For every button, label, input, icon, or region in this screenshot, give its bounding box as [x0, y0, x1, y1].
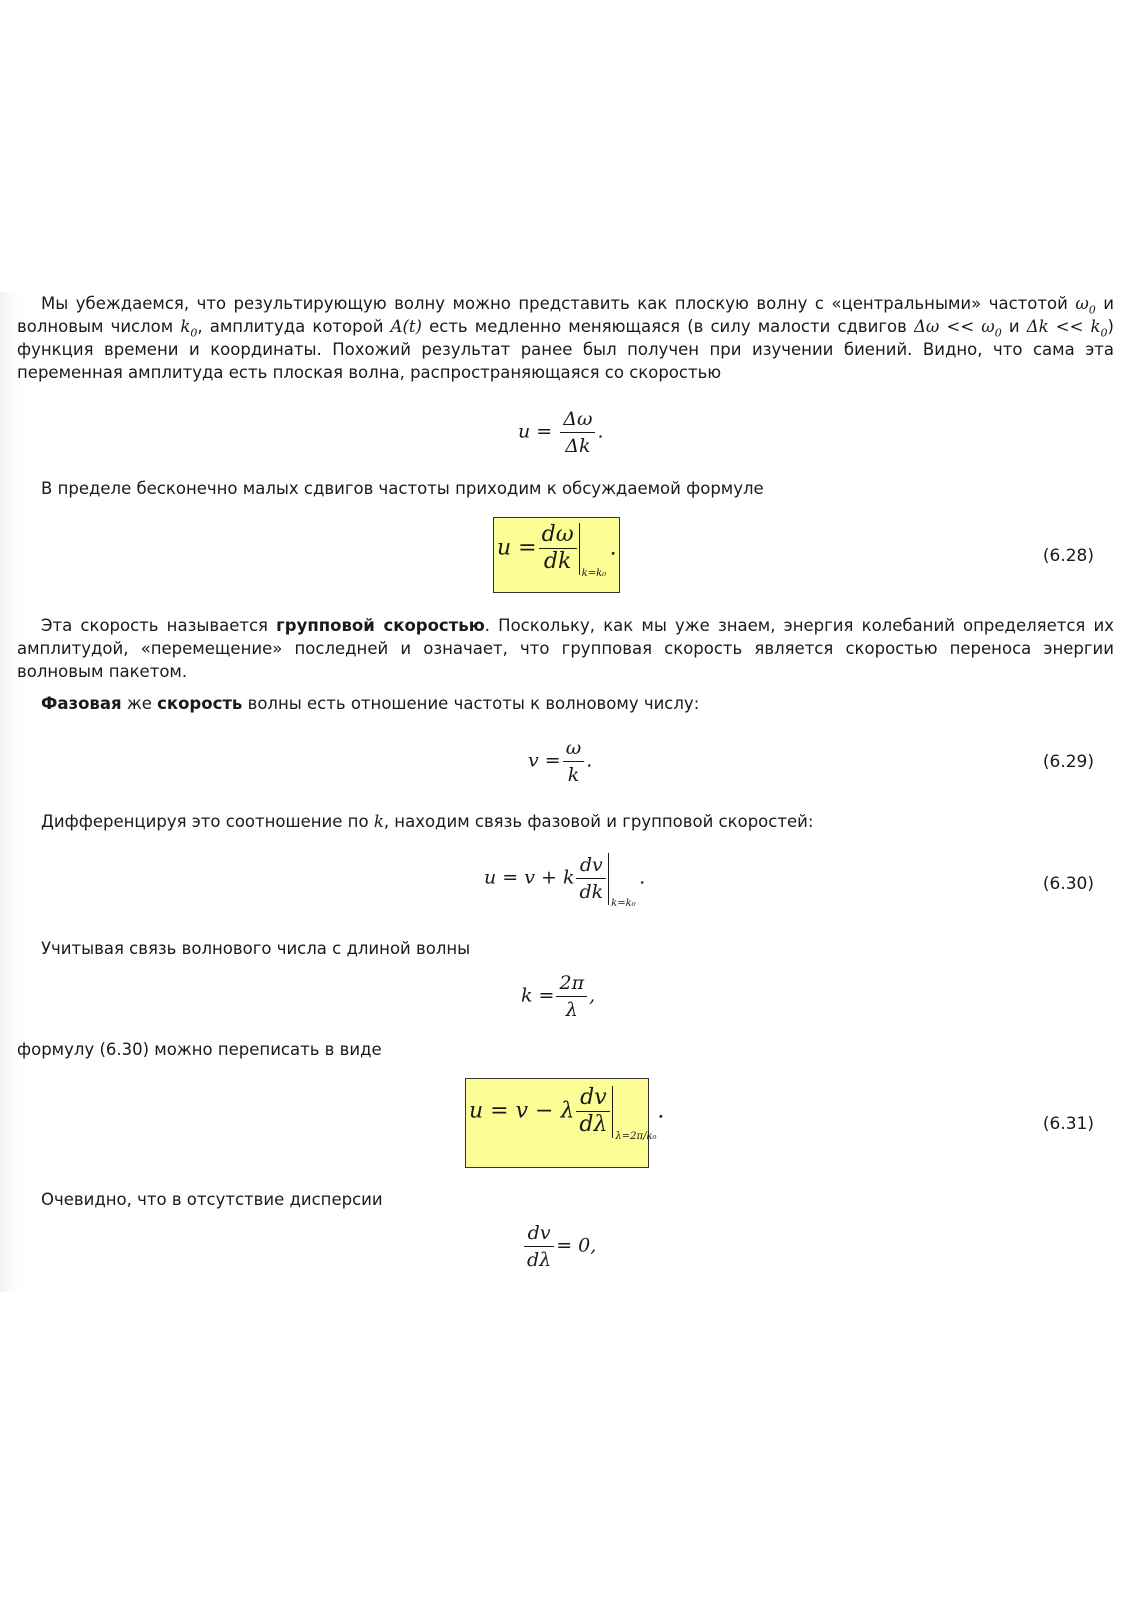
equation-wavenumber: k = $\frac{2\pi}{\lambda}$ ,: [521, 972, 596, 1021]
paragraph-5: Дифференцируя это соотношение по k, находим связь фазовой и групповой скоростей:: [41, 812, 814, 831]
equation-number-6-30: (6.30): [1042, 874, 1094, 894]
paragraph-6: Учитывая связь волнового числа с длиной волны: [41, 939, 471, 958]
paragraph-8: Очевидно, что в отсутствие дисперсии: [41, 1190, 383, 1209]
equation-phase-velocity: v = $\frac{\omega}{k}$ .: [528, 737, 593, 786]
equation-number-6-29: (6.29): [1042, 752, 1094, 772]
equation-number-6-31: (6.31): [1042, 1114, 1094, 1134]
equation-delta-velocity: u = $\frac{\Delta\omega}{\Delta k}$ .: [518, 408, 604, 457]
paragraph-3: Эта скорость называется групповой скоростью. Поскольку, как мы уже знаем, энергия колебаний определяется их амплитудой, «перемещение» последней и означает, что групповая скорость является скоростью переноса энергии волновым пакетом.: [17, 616, 1115, 681]
paragraph-7: формулу (6.30) можно переписать в виде: [17, 1040, 382, 1059]
paragraph-2: В пределе бесконечно малых сдвигов частоты приходим к обсуждаемой формуле: [41, 479, 764, 498]
equation-velocity-relation: u = v + k $\frac{dv}{dk}$ k=k₀ .: [484, 854, 646, 909]
equation-number-6-28: (6.28): [1042, 546, 1094, 566]
equation-no-dispersion: $\frac{dv}{d\lambda}$ = 0,: [522, 1220, 596, 1273]
equation-group-velocity: u = $\frac{d\omega}{dk}$ k=k₀ .: [497, 522, 617, 579]
equation-group-velocity-wavelength: u = v − λ $\frac{dv}{d\lambda}$ λ=2π/k₀ .: [469, 1085, 665, 1142]
paragraph-1: Мы убеждаемся, что результирующую волну можно представить как плоскую волну с «центральными» частотой $\omega_0$ и волновым числом $k_0$, амплитуда которой A(t) есть медленно меняющаяся (в силу малости сдвигов $\Delta\omega << \omega_0$ и $\Delta k << k_0$) функция времени и координаты. Похожий результат ранее был получен при изучении биений. Видно, что сама эта переменная амплитуда есть плоская волна, распространяющаяся со скоростью: [17, 294, 1115, 382]
paragraph-4: Фазовая же скорость волны есть отношение частоты к волновому числу:: [41, 694, 700, 713]
